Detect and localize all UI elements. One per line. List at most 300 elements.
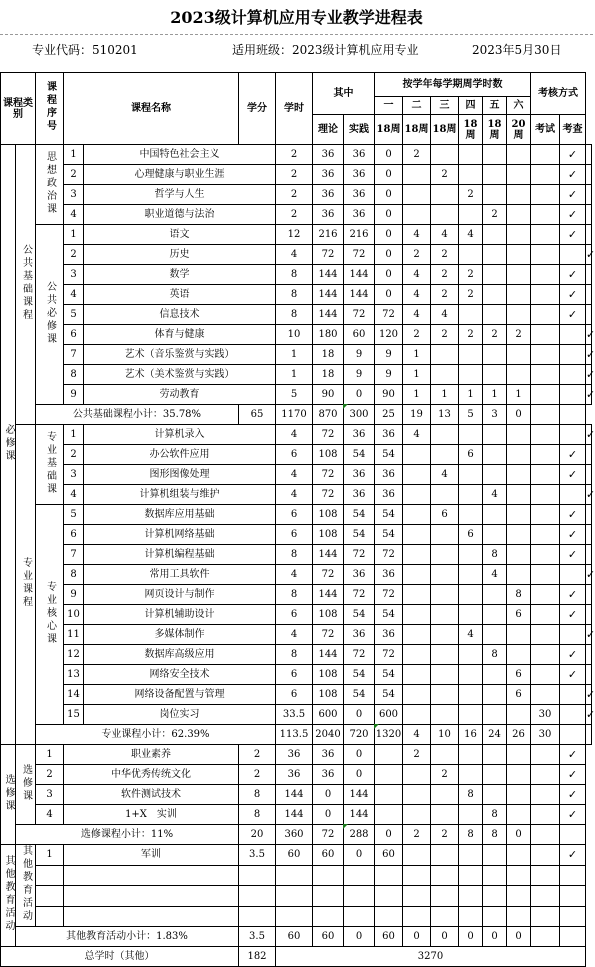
- course-theory: 36: [344, 425, 375, 445]
- course-seq: 14: [64, 685, 84, 705]
- course-theory: 0: [313, 785, 344, 805]
- course-name: 职业道德与法治: [84, 205, 276, 225]
- term-hours: 2: [459, 265, 483, 285]
- course-name: 网络设备配置与管理: [84, 685, 276, 705]
- assessment-check: [586, 205, 592, 225]
- exam-check: ✓: [560, 285, 586, 305]
- comment-marker-icon: [343, 824, 348, 829]
- group-public-base-text: 公共基础课程: [20, 244, 32, 322]
- term-hours: [403, 665, 431, 685]
- term-hours: [375, 805, 403, 825]
- term-hours: [531, 645, 560, 665]
- term-hours: [431, 565, 459, 585]
- term-hours: [483, 465, 507, 485]
- course-hours: 60: [276, 845, 313, 866]
- course-theory: 144: [344, 285, 375, 305]
- term-hours: [459, 485, 483, 505]
- term-hours: 4: [431, 305, 459, 325]
- header-term: 四: [459, 97, 483, 115]
- subtotal-theory: 870: [313, 405, 344, 425]
- term-hours: [507, 425, 531, 445]
- subtotal-term: 0: [375, 825, 403, 845]
- course-theory: 54: [344, 525, 375, 545]
- table-row: [1, 545, 592, 565]
- term-hours: [459, 705, 483, 725]
- group-major: [16, 425, 36, 745]
- subtotal-theory: 720: [344, 725, 375, 745]
- course-seq: 2: [64, 445, 84, 465]
- group-major-base-text: 专业基础课: [44, 430, 56, 496]
- course-name: 常用工具软件: [84, 565, 276, 585]
- empty-cell: [64, 886, 239, 907]
- course-practice: 36: [375, 425, 403, 445]
- course-theory: 36: [344, 625, 375, 645]
- course-credit: 8: [276, 305, 313, 325]
- course-name: 军训: [64, 845, 239, 866]
- header-credit: 学分: [239, 73, 276, 145]
- term-hours: [403, 465, 431, 485]
- empty-cell: [459, 886, 483, 907]
- course-hours: 72: [313, 485, 344, 505]
- course-hours: 36: [276, 765, 313, 785]
- course-theory: 60: [344, 325, 375, 345]
- subtotal-term: 0: [507, 927, 531, 947]
- course-theory: 144: [344, 265, 375, 285]
- course-name: 信息技术: [84, 305, 276, 325]
- term-hours: [403, 205, 431, 225]
- term-hours: [459, 505, 483, 525]
- course-theory: 72: [344, 545, 375, 565]
- course-credit: 2: [276, 205, 313, 225]
- empty-cell: [375, 906, 403, 927]
- table-row: [1, 785, 592, 805]
- empty-cell: [313, 906, 344, 927]
- course-theory: 9: [344, 345, 375, 365]
- empty-cell: [431, 886, 459, 907]
- term-hours: [483, 245, 507, 265]
- term-hours: [531, 445, 560, 465]
- course-credit: 8: [239, 805, 276, 825]
- assessment-check: ✓: [586, 705, 592, 725]
- exam-check: [560, 345, 586, 365]
- term-hours: [531, 605, 560, 625]
- course-credit: 6: [276, 665, 313, 685]
- exam-check: ✓: [560, 205, 586, 225]
- subtotal-label: 公共基础课程小计：35.78%: [36, 405, 239, 425]
- group-other-sub: [16, 845, 36, 927]
- header-seq: [36, 73, 64, 145]
- course-practice: 0: [375, 165, 403, 185]
- course-name: 艺术（音乐鉴赏与实践）: [84, 345, 276, 365]
- subtotal-term: 4: [403, 725, 431, 745]
- empty-cell: [36, 865, 64, 886]
- course-seq: 3: [36, 785, 64, 805]
- course-hours: 108: [313, 605, 344, 625]
- course-credit: 4: [276, 425, 313, 445]
- subtotal-term: 19: [403, 405, 431, 425]
- group-elective: [1, 745, 16, 845]
- term-hours: [431, 605, 459, 625]
- assessment-check: ✓: [560, 745, 586, 765]
- term-hours: [483, 505, 507, 525]
- course-seq: 1: [64, 425, 84, 445]
- term-hours: 4: [403, 425, 431, 445]
- course-practice: 0: [375, 285, 403, 305]
- assessment-check: [586, 545, 592, 565]
- empty-cell: [36, 886, 64, 907]
- term-hours: [531, 145, 560, 165]
- term-hours: [531, 225, 560, 245]
- course-seq: 7: [64, 345, 84, 365]
- subtotal-term: 25: [375, 405, 403, 425]
- comment-marker-icon: [343, 404, 348, 409]
- table-row: [1, 685, 592, 705]
- term-hours: [507, 645, 531, 665]
- subtotal-term: 60: [375, 927, 403, 947]
- term-hours: [531, 285, 560, 305]
- course-hours: 144: [313, 265, 344, 285]
- subtotal-term: 24: [483, 725, 507, 745]
- empty-cell: [239, 865, 276, 886]
- course-seq: 1: [36, 845, 64, 866]
- empty-cell: [375, 886, 403, 907]
- group-elective-sub-text: 选修课: [20, 763, 32, 803]
- course-theory: 36: [344, 465, 375, 485]
- table-row: [1, 185, 592, 205]
- course-practice: 72: [375, 585, 403, 605]
- course-hours: 90: [313, 385, 344, 405]
- term-hours: [507, 205, 531, 225]
- exam-check: [560, 625, 586, 645]
- term-hours: [459, 205, 483, 225]
- term-hours: [483, 785, 507, 805]
- term-hours: [483, 185, 507, 205]
- exam-check: ✓: [560, 165, 586, 185]
- term-hours: [403, 445, 431, 465]
- term-hours: 6: [507, 665, 531, 685]
- term-hours: [507, 165, 531, 185]
- term-hours: [531, 485, 560, 505]
- header-practice: 实践: [344, 115, 375, 145]
- table-row: [1, 665, 592, 685]
- subtotal-term: 8: [459, 825, 483, 845]
- course-hours: 108: [313, 665, 344, 685]
- course-name: 网络安全技术: [84, 665, 276, 685]
- assessment-check: [586, 165, 592, 185]
- term-hours: [459, 165, 483, 185]
- table-row: [1, 906, 592, 927]
- term-hours: 2: [403, 145, 431, 165]
- exam-check: [560, 685, 586, 705]
- assessment-check: [586, 145, 592, 165]
- term-hours: 2: [431, 285, 459, 305]
- course-hours: 36: [276, 745, 313, 765]
- term-hours: [531, 565, 560, 585]
- term-hours: [375, 765, 403, 785]
- term-hours: [531, 425, 560, 445]
- course-credit: 6: [276, 505, 313, 525]
- exam-check: ✓: [560, 645, 586, 665]
- term-hours: 2: [483, 325, 507, 345]
- term-hours: 1: [403, 365, 431, 385]
- term-hours: 2: [403, 245, 431, 265]
- empty-cell: [560, 886, 586, 907]
- course-practice: 0: [375, 185, 403, 205]
- course-seq: 7: [64, 545, 84, 565]
- course-seq: 2: [64, 165, 84, 185]
- course-seq: 8: [64, 365, 84, 385]
- exam-check: [531, 805, 560, 825]
- empty-cell: [344, 865, 375, 886]
- exam-check: ✓: [560, 585, 586, 605]
- course-hours: 600: [313, 705, 344, 725]
- course-practice: 0: [375, 145, 403, 165]
- term-hours: 2: [431, 765, 459, 785]
- term-hours: 4: [431, 225, 459, 245]
- term-hours: [403, 785, 431, 805]
- course-practice: 54: [375, 685, 403, 705]
- assessment-check: [586, 305, 592, 325]
- table-row: [1, 165, 592, 185]
- term-hours: [531, 325, 560, 345]
- header-term: 二: [403, 97, 431, 115]
- term-hours: [507, 445, 531, 465]
- table-row: [1, 345, 592, 365]
- empty-cell: [531, 825, 560, 845]
- term-hours: [483, 305, 507, 325]
- term-hours: [483, 525, 507, 545]
- group-other: [1, 845, 16, 947]
- table-row: [1, 365, 592, 385]
- total-label: 总学时（其他）: [1, 947, 239, 967]
- term-hours: [483, 445, 507, 465]
- assessment-check: ✓: [560, 805, 586, 825]
- term-hours: [375, 785, 403, 805]
- term-hours: 4: [483, 565, 507, 585]
- term-hours: 2: [431, 325, 459, 345]
- assessment-check: ✓: [586, 345, 592, 365]
- term-hours: [531, 585, 560, 605]
- term-hours: [431, 645, 459, 665]
- table-row: [1, 145, 592, 165]
- table-row: [1, 425, 592, 445]
- term-hours: [507, 805, 531, 825]
- course-credit: 3.5: [239, 845, 276, 866]
- assessment-check: [586, 605, 592, 625]
- term-hours: 4: [459, 225, 483, 245]
- term-hours: [483, 225, 507, 245]
- course-practice: 54: [375, 445, 403, 465]
- course-practice: 0: [344, 765, 375, 785]
- term-hours: [531, 545, 560, 565]
- course-credit: 6: [276, 605, 313, 625]
- term-hours: [483, 285, 507, 305]
- course-hours: 72: [313, 245, 344, 265]
- term-hours: [403, 165, 431, 185]
- exam-check: [531, 745, 560, 765]
- course-theory: 60: [313, 845, 344, 866]
- group-major-core: [36, 505, 64, 725]
- course-hours: 18: [313, 345, 344, 365]
- course-theory: 216: [344, 225, 375, 245]
- term-hours: [431, 805, 459, 825]
- term-hours: [507, 525, 531, 545]
- term-hours: [403, 565, 431, 585]
- term-hours: [403, 505, 431, 525]
- empty-cell: [431, 865, 459, 886]
- header-weeks: 18周: [431, 115, 459, 145]
- exam-check: ✓: [560, 665, 586, 685]
- course-seq: 10: [64, 605, 84, 625]
- course-practice: 9: [375, 365, 403, 385]
- course-seq: 1: [64, 225, 84, 245]
- course-theory: 72: [344, 585, 375, 605]
- course-name: 英语: [84, 285, 276, 305]
- term-hours: [483, 705, 507, 725]
- exam-check: [560, 485, 586, 505]
- course-name: 体育与健康: [84, 325, 276, 345]
- course-theory: 0: [344, 385, 375, 405]
- term-hours: 4: [403, 265, 431, 285]
- group-major-text: 专业课程: [20, 557, 32, 609]
- term-hours: 1: [507, 385, 531, 405]
- term-hours: [483, 845, 507, 866]
- term-hours: [403, 805, 431, 825]
- course-credit: 4: [276, 245, 313, 265]
- assessment-check: ✓: [586, 685, 592, 705]
- table-row: [1, 947, 592, 967]
- course-theory: 0: [344, 705, 375, 725]
- term-hours: [507, 705, 531, 725]
- assessment-check: ✓: [586, 365, 592, 385]
- term-hours: [531, 465, 560, 485]
- term-hours: [531, 265, 560, 285]
- term-hours: [531, 345, 560, 365]
- course-practice: 36: [375, 625, 403, 645]
- course-credit: 4: [276, 465, 313, 485]
- header-weeks: 20周: [507, 115, 531, 145]
- empty-cell: [403, 865, 431, 886]
- exam-check: ✓: [560, 505, 586, 525]
- course-credit: 4: [276, 565, 313, 585]
- empty-cell: [313, 865, 344, 886]
- table-row: [1, 705, 592, 725]
- term-hours: 8: [483, 805, 507, 825]
- term-hours: [507, 465, 531, 485]
- table-row: [1, 845, 592, 866]
- course-theory: 54: [344, 505, 375, 525]
- subtotal-term: 0: [507, 405, 531, 425]
- exam-check: ✓: [560, 545, 586, 565]
- header-term: 五: [483, 97, 507, 115]
- subtotal-label: 专业课程小计：62.39%: [36, 725, 276, 745]
- course-hours: 72: [313, 565, 344, 585]
- exam-check: ✓: [560, 225, 586, 245]
- major-code: 专业代码：510201: [32, 43, 138, 57]
- term-hours: 4: [483, 485, 507, 505]
- term-hours: 6: [459, 525, 483, 545]
- header-seq-text: 课程序号: [44, 81, 56, 133]
- table-row: [1, 927, 592, 947]
- term-hours: [431, 585, 459, 605]
- term-hours: [403, 685, 431, 705]
- course-name: 1+X 实训: [64, 805, 239, 825]
- course-seq: 4: [36, 805, 64, 825]
- header-exam: 考试: [531, 115, 560, 145]
- course-name: 数学: [84, 265, 276, 285]
- term-hours: [483, 765, 507, 785]
- term-hours: [483, 365, 507, 385]
- subtotal-label: 选修课程小计：11%: [16, 825, 239, 845]
- course-name: 计算机辅助设计: [84, 605, 276, 625]
- group-other-sub-text: 其他教育活动: [20, 845, 32, 923]
- page-title: 2023级计算机应用专业教学进程表: [170, 8, 423, 27]
- header-category: 课程类别: [1, 73, 36, 145]
- term-hours: 8: [507, 585, 531, 605]
- course-theory: 36: [313, 745, 344, 765]
- term-hours: [459, 805, 483, 825]
- course-credit: 2: [239, 765, 276, 785]
- empty-cell: [64, 906, 239, 927]
- empty-cell: [64, 865, 239, 886]
- term-hours: 2: [483, 205, 507, 225]
- term-hours: [483, 345, 507, 365]
- course-seq: 5: [64, 305, 84, 325]
- course-seq: 2: [36, 765, 64, 785]
- term-hours: [483, 605, 507, 625]
- assessment-check: [586, 285, 592, 305]
- empty-cell: [483, 886, 507, 907]
- assessment-check: ✓: [586, 485, 592, 505]
- term-hours: 2: [459, 325, 483, 345]
- course-theory: 72: [344, 645, 375, 665]
- term-hours: [431, 205, 459, 225]
- term-hours: 1: [459, 385, 483, 405]
- exam-check: ✓: [560, 265, 586, 285]
- group-major-core-text: 专业核心课: [44, 580, 56, 646]
- subtotal-theory: 60: [313, 927, 344, 947]
- term-hours: [403, 485, 431, 505]
- course-name: 劳动教育: [84, 385, 276, 405]
- course-theory: 36: [344, 205, 375, 225]
- assessment-check: [586, 445, 592, 465]
- term-hours: [483, 585, 507, 605]
- course-practice: 54: [375, 505, 403, 525]
- table-row: [1, 385, 592, 405]
- term-hours: [531, 665, 560, 685]
- assessment-check: ✓: [560, 845, 586, 866]
- term-hours: [483, 685, 507, 705]
- assessment-check: [586, 665, 592, 685]
- table-row: [1, 285, 592, 305]
- course-credit: 6: [276, 525, 313, 545]
- term-hours: [403, 185, 431, 205]
- course-name: 计算机编程基础: [84, 545, 276, 565]
- term-hours: [431, 745, 459, 765]
- header-course-name: 课程名称: [64, 73, 239, 145]
- term-hours: [431, 685, 459, 705]
- term-hours: [459, 145, 483, 165]
- course-practice: 144: [344, 805, 375, 825]
- term-hours: 6: [459, 445, 483, 465]
- empty-cell: [483, 865, 507, 886]
- group-other-text: 其他教育活动: [3, 855, 14, 933]
- exam-check: [531, 765, 560, 785]
- subtotal-hours: 60: [276, 927, 313, 947]
- term-hours: [403, 765, 431, 785]
- subtotal-hours: 2040: [313, 725, 344, 745]
- term-hours: [431, 625, 459, 645]
